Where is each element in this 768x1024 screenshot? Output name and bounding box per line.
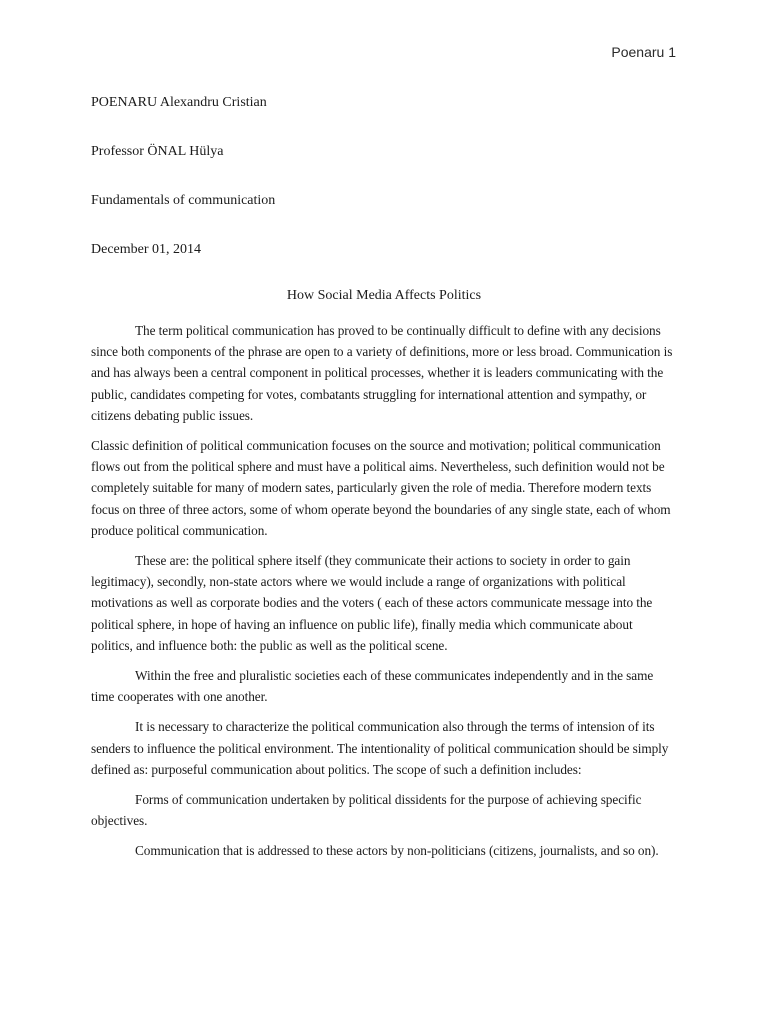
- paragraph: Forms of communication undertaken by political dissidents for the purpose of achieving specific objectives.: [91, 792, 642, 829]
- page-title: How Social Media Affects Politics: [286, 288, 482, 303]
- paragraph: The term political communication has proved to be continually difficult to define with any decisions since both components of the phrase are open to a variety of definitions, more or less broad. Communication is and has always been a central component in political processes, whether it is leaders communicating with the public, candidates competing for votes, combatants struggling for international attention and sympathy, or citizens debating public issues.: [91, 323, 673, 423]
- paragraph: These are: the political sphere itself (they communicate their actions to society in order to gain legitimacy), secondly, non-state actors where we would include a range of organizations with political motivations as well as corporate bodies and the voters ( each of these actors communicate message into the political sphere, in hope of having an influence on public life), finally media which communicate about politics, and influence both: the public as well as the political scene.: [91, 553, 653, 653]
- paragraph: Communication that is addressed to these actors by non-politicians (citizens, journalists, and so on).: [135, 843, 659, 859]
- paragraph: Within the free and pluralistic societies each of these communicates independently and in the same time cooperates with one another.: [91, 668, 654, 705]
- course-name: Fundamentals of communication: [91, 193, 276, 208]
- paragraph: Classic definition of political communication focuses on the source and motivation; political communication flows out from the political sphere and must have a political aims. Nevertheless, such definition would not be completely suitable for many of modern sates, particularly given the role of media. Therefore modern texts focus on three of three actors, some of whom operate beyond the boundaries of any single state, each of whom produce political communication.: [91, 438, 671, 538]
- author-name: POENARU Alexandru Cristian: [91, 95, 267, 110]
- body-text: [91, 320, 677, 871]
- document-date: December 01, 2014: [91, 242, 202, 257]
- paragraph: It is necessary to characterize the political communication also through the terms of intension of its senders to influence the political environment. The intentionality of political communication should be simply defined as: purposeful communication about politics. The scope of such a definition includes:: [91, 719, 669, 777]
- running-head: Poenaru 1: [611, 44, 676, 60]
- professor-name: Professor ÖNAL Hülya: [91, 144, 224, 159]
